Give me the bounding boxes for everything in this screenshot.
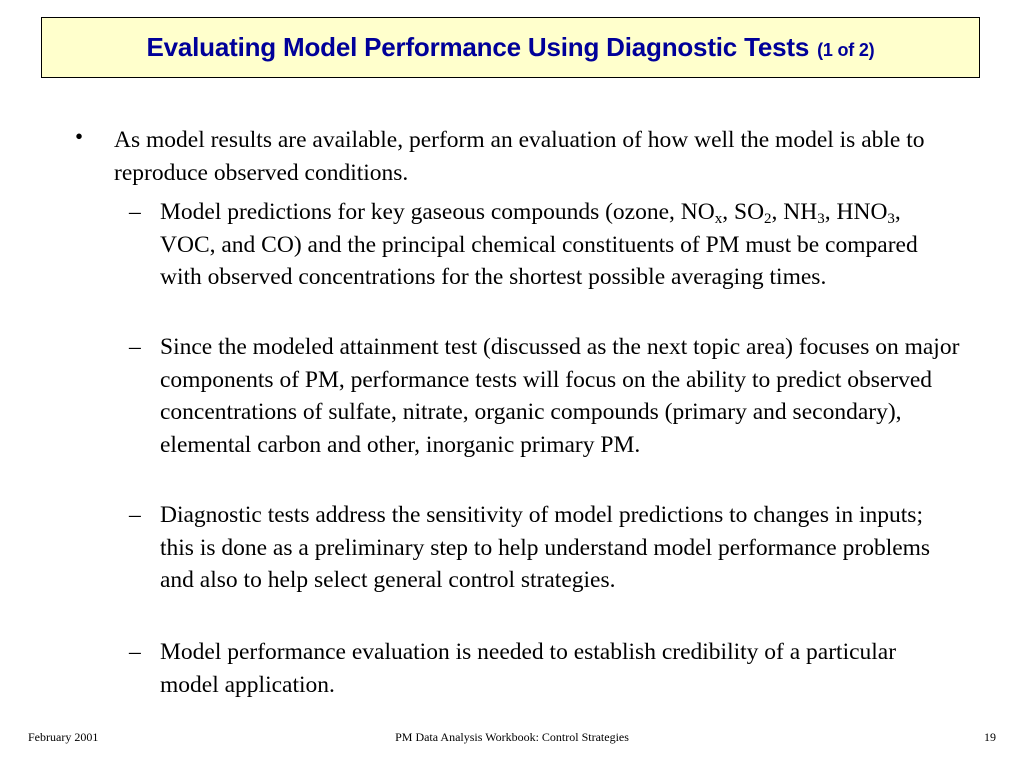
dash-marker: –: [129, 502, 141, 528]
subscript: 2: [764, 211, 772, 227]
slide-title-suffix: (1 of 2): [817, 40, 875, 60]
sub-bullet-3: Diagnostic tests address the sensitivity of model predictions to changes in inputs; this is done as a preliminary step to help understand model performance problems and also to help select general control strategies.: [160, 502, 931, 594]
dash-marker: –: [129, 334, 141, 360]
sub-bullet-1-text: Model predictions for key gaseous compounds (ozone, NO: [160, 199, 715, 225]
footer-title: PM Data Analysis Workbook: Control Strategies: [395, 730, 629, 744]
subscript: 3: [817, 211, 825, 227]
slide-title: [147, 32, 875, 63]
sub-bullet-1-text: , SO: [722, 199, 765, 225]
sub-bullet-4: Model performance evaluation is needed to establish credibility of a particular model application.: [160, 639, 897, 698]
sub-bullet-1-text: , VOC, and CO) and the principal chemical constituents of PM must be compared with observed concentrations for the shortest possible averaging times.: [160, 199, 918, 291]
dash-marker: –: [129, 639, 141, 665]
title-box: [41, 17, 980, 78]
subscript: x: [714, 211, 723, 227]
sub-bullet-1-text: , HNO: [824, 199, 888, 225]
sub-bullet-1: [160, 196, 960, 294]
sub-bullet-1-text: , NH: [771, 199, 818, 225]
slide-title-text: Evaluating Model Performance Using Diagnostic Tests: [146, 32, 810, 62]
footer-date: February 2001: [28, 730, 99, 744]
dash-marker: –: [129, 199, 141, 225]
page-number: 19: [984, 730, 996, 744]
sub-bullet-2: Since the modeled attainment test (discussed as the next topic area) focuses on major components of PM, performance tests will focus on the ability to predict observed concentrations of sulfate, nitrate, organic compounds (primary and secondary), elemental carbon and other, inorganic primary PM.: [160, 334, 960, 458]
main-bullet: As model results are available, perform an evaluation of how well the model is able to reproduce observed conditions.: [114, 127, 925, 186]
subscript: 3: [887, 211, 895, 227]
bullet-marker: •: [75, 124, 84, 149]
